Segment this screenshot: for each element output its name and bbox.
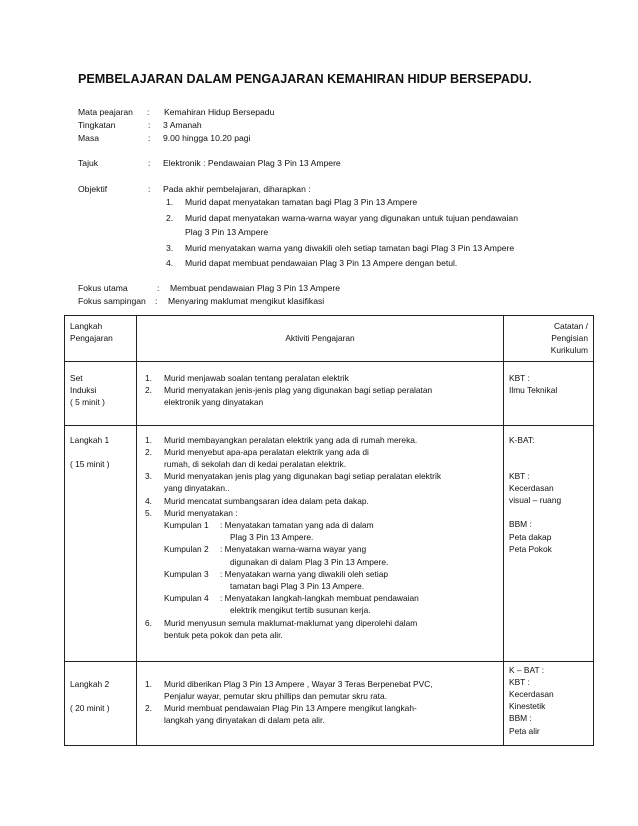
activity-cell [137, 661, 504, 745]
notes-cell [504, 361, 594, 425]
notes-cell [504, 661, 594, 745]
kumpulan-item: Kumpulan 1 : Menyatakan tamatan yang ada di dalam Plag 3 Pin 13 Ampere. [164, 520, 374, 543]
header-text: Catatan / [554, 321, 588, 331]
step-cell [65, 361, 137, 425]
step-duration: ( 20 minit ) [70, 702, 110, 713]
info-label-matapelajaran: Mata peajaran [78, 107, 133, 117]
fokus-sep: : [155, 296, 158, 306]
step-cell [65, 425, 137, 661]
info-value-tajuk: Elektronik : Pendawaian Plag 3 Pin 13 Ampere [163, 158, 341, 168]
note-text: Peta dakap [509, 531, 552, 542]
kumpulan-list [164, 519, 498, 617]
note-text: BBM : [509, 713, 532, 724]
note-text: KBT : [509, 372, 530, 383]
note-text: K – BAT : [509, 664, 545, 675]
info-value-tingkatan: 3 Amanah [163, 120, 202, 130]
note-text: KBT : [509, 676, 530, 687]
objective-text: Murid dapat menyatakan warna-warna wayar yang digunakan untuk tujuan pendawaian [185, 213, 518, 223]
lesson-table [64, 315, 594, 746]
step-cell [65, 661, 137, 745]
table-row [65, 361, 594, 425]
objective-text-cont: Plag 3 Pin 13 Ampere [185, 227, 269, 237]
activity-cell [137, 425, 504, 661]
table-row [65, 661, 594, 745]
notes-cell [504, 425, 594, 661]
objective-text: Murid menyatakan warna yang diwakili oleh setiap tamatan bagi Plag 3 Pin 13 Ampere [185, 243, 515, 253]
step-label: Langkah 1 [70, 434, 110, 445]
note-text: Peta Pokok [509, 543, 552, 554]
note-text: K-BAT: [509, 434, 535, 445]
fokus-sampingan-label: Fokus sampingan [78, 296, 146, 306]
fokus-sep: : [157, 283, 160, 293]
list-item: 1. Murid membayangkan peralatan elektrik yang ada di rumah mereka. [145, 434, 418, 445]
objective-text: Murid dapat membuat pendawaian Plag 3 Pin 13 Ampere dengan betul. [185, 258, 458, 268]
note-text: Kecerdasan [509, 689, 554, 700]
note-text: BBM : [509, 519, 532, 530]
info-sep: : [148, 120, 151, 130]
list-item: 5. Murid menyatakan : Kumpulan 1 : Menyatakan tamatan yang ada di dalam Plag 3 Pin 13 Ampere. Kumpulan 2 : Menyatakan warna-warna wayar yang digunakan di dalam Plag 3 Pin 13 Ampere. Kumpulan 3 : Menyatakan warna yang diwakili oleh setiap tamatan bagi Plag 3 Pin 13 Ampere. Kumpulan 4 : Menyatakan langkah-langkah membuat pendawaian elektrik mengikut tertib susunan kerja. [142, 507, 498, 617]
kumpulan-item: Kumpulan 4 : Menyatakan langkah-langkah membuat pendawaian elektrik mengikut tertib susunan kerja. [164, 593, 419, 616]
info-value-objektif: Pada akhir pembelajaran, diharapkan : [163, 184, 311, 194]
header-text: Pengisian [551, 333, 588, 344]
fokus-sampingan-value: Menyaring maklumat mengikut klasifikasi [168, 296, 325, 306]
info-sep: : [148, 158, 151, 168]
list-item: 2. Murid menyebut apa-apa peralatan elektrik yang ada di rumah, di sekolah dan di kedai peralatan elektrik. [145, 446, 369, 470]
list-item: 2. Murid menyatakan jenis-jenis plag yang digunakan bagi setiap peralatan elektronik yang dinyatakan [145, 384, 433, 408]
objective-number: 4. [166, 258, 174, 268]
note-text: Kinestetik [509, 701, 546, 712]
header-text: Pengajaran [70, 333, 113, 344]
header-text: Aktiviti Pengajaran [285, 333, 355, 344]
info-value-masa: 9.00 hingga 10.20 pagi [163, 133, 251, 143]
list-item: 6. Murid menyusun semula maklumat-maklumat yang diperolehi dalam bentuk peta pokok dan peta alir. [145, 617, 418, 640]
info-sep: : [147, 107, 150, 117]
list-item: 2. Murid membuat pendawaian Plag Pin 13 Ampere mengikut langkah- langkah yang dinyatakan di dalam peta alir. [145, 703, 417, 726]
note-text: KBT : [509, 470, 530, 481]
step-label: Langkah 2 [70, 678, 110, 689]
info-label-objektif: Objektif [78, 184, 108, 194]
step-label: Set [70, 372, 83, 383]
note-text: visual – ruang [509, 495, 562, 506]
list-item: 3. Murid menyatakan jenis plag yang digunakan bagi setiap peralatan elektrik yang dinyatakan.. [145, 471, 442, 494]
info-label-tajuk: Tajuk [78, 158, 99, 168]
info-sep: : [148, 184, 151, 194]
note-text: Kecerdasan [509, 483, 554, 494]
note-text: Peta alir [509, 725, 540, 736]
fokus-utama-label: Fokus utama [78, 283, 128, 293]
kumpulan-item: Kumpulan 3 : Menyatakan warna yang diwakili oleh setiap tamatan bagi Plag 3 Pin 13 Ampere. [164, 568, 389, 592]
list-item: 1. Murid menjawab soalan tentang peralatan elektrik [145, 372, 349, 383]
fokus-utama-value: Membuat pendawaian Plag 3 Pin 13 Ampere [170, 283, 341, 293]
objective-text: Murid dapat menyatakan tamatan bagi Plag 3 Pin 13 Ampere [185, 197, 418, 207]
table-row [65, 425, 594, 661]
info-sep: : [148, 133, 151, 143]
note-text: Ilmu Teknikal [509, 384, 558, 395]
step-duration: ( 15 minit ) [70, 458, 110, 469]
objective-number: 3. [166, 243, 174, 253]
header-aktiviti [137, 316, 504, 362]
list-item: 1. Murid diberikan Plag 3 Pin 13 Ampere , Wayar 3 Teras Berpenebat PVC, Penjalur wayar, pemutar skru phillips dan pemutar skru rata. [145, 678, 433, 701]
activity-cell [137, 361, 504, 425]
header-catatan [504, 316, 594, 362]
table-header-row [65, 316, 594, 362]
objective-number: 1. [166, 197, 174, 207]
objective-number: 2. [166, 213, 174, 223]
step-duration: ( 5 minit ) [70, 397, 105, 408]
list-item: 4. Murid mencatat sumbangsaran idea dalam peta dakap. [145, 495, 369, 506]
kumpulan-item: Kumpulan 2 : Menyatakan warna-warna wayar yang digunakan di dalam Plag 3 Pin 13 Ampere. [164, 544, 389, 567]
step-label: Induksi [70, 384, 97, 395]
info-label-masa: Masa [78, 133, 100, 143]
header-text: Langkah [70, 321, 103, 331]
info-label-tingkatan: Tingkatan [78, 120, 116, 130]
header-text: Kurikulum [550, 345, 588, 356]
header-langkah [65, 316, 137, 362]
info-value-matapelajaran: Kemahiran Hidup Bersepadu [164, 107, 275, 117]
document-title: PEMBELAJARAN DALAM PENGAJARAN KEMAHIRAN HIDUP BERSEPADU. [78, 72, 532, 86]
